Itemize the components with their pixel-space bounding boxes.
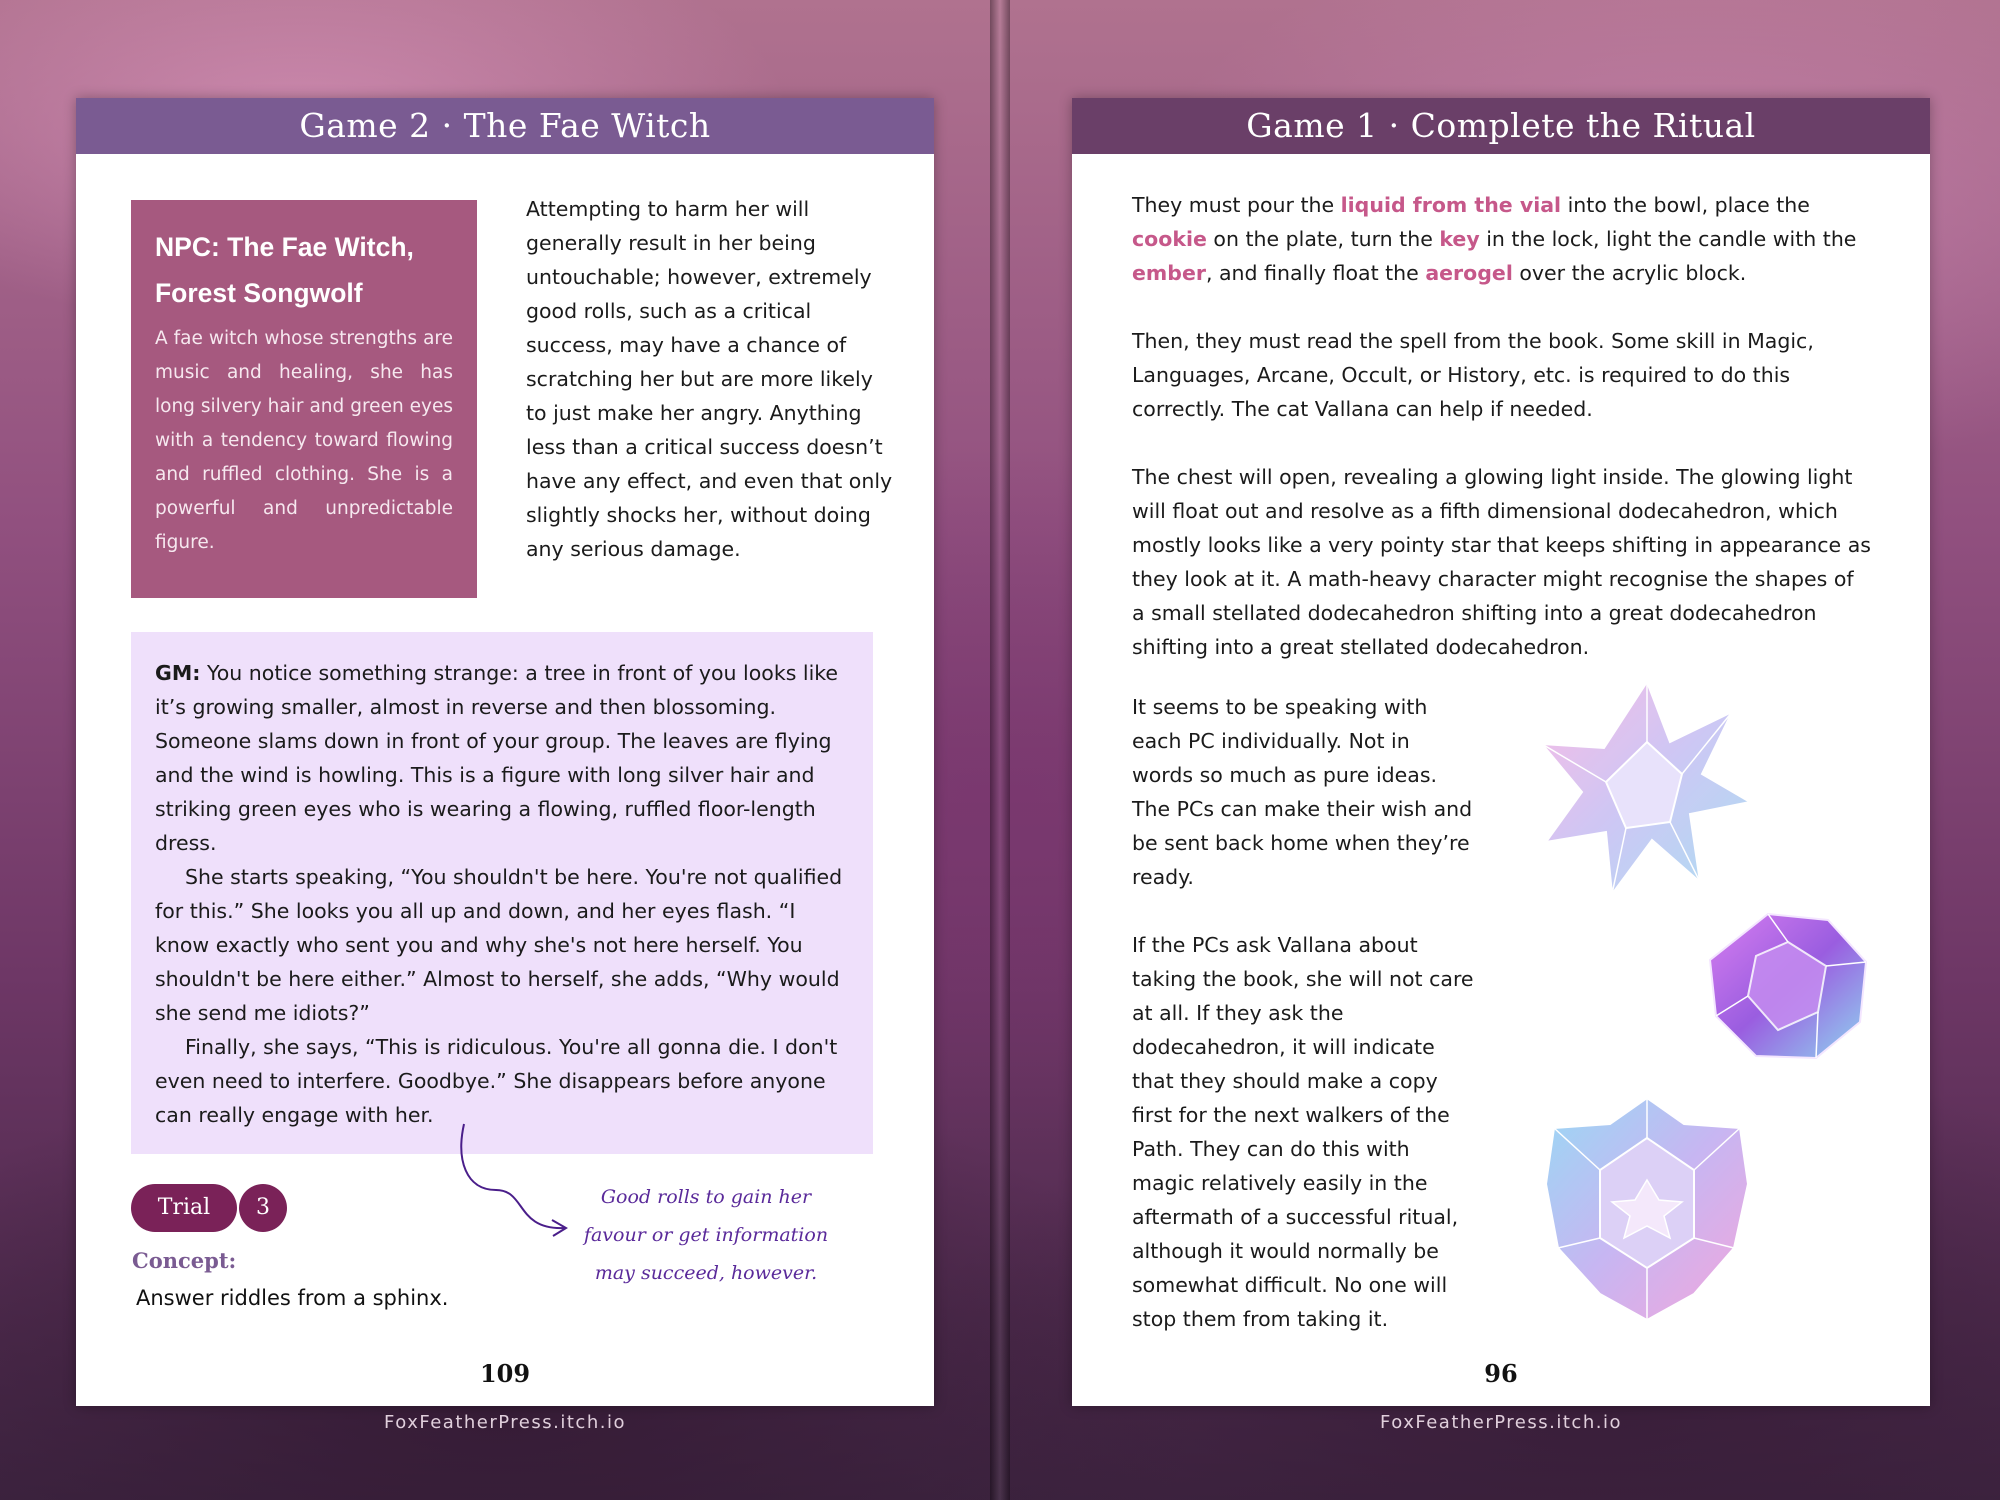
chest-paragraph: The chest will open, revealing a glowing light inside. The glowing light will float out and resolve as a fifth dimensional dodecahedron, which mostly looks like a very pointy star that keeps shifting in appearance as they look at it. A math-heavy character might recognise the shapes of a small stellated dodecahedron shifting into a great dodecahedron shifting into a great stellated dodecahedron. [1132, 465, 1871, 659]
right-page [1072, 98, 1930, 1406]
left-page [76, 98, 934, 1406]
trial-label-pill: Trial [131, 1184, 237, 1232]
harm-rules-text: Attempting to harm her will generally result in her being untouchable; however, extremely good rolls, such as a critical success, may have a chance of scratching her but are more likely to just make her angry. Anything less than a critical success doesn’t have any effect, and even that only slightly shocks her, without doing any serious damage. [526, 197, 893, 561]
ritual-text-4: in the lock, light the candle with the [1479, 227, 1857, 251]
spell-paragraph: Then, they must read the spell from the book. Some skill in Magic, Languages, Arcane, Occult, or History, etc. is required to do this correctly. The cat Vallana can help if needed. [1132, 329, 1814, 421]
small-stellated-dodecahedron-icon [1542, 682, 1752, 894]
right-page-header: Game 1 · Complete the Ritual [1072, 98, 1930, 154]
left-page-header: Game 2 · The Fae Witch [76, 98, 934, 154]
right-page-number: 96 [1484, 1359, 1518, 1388]
npc-box [131, 200, 477, 598]
concept-text: Answer riddles from a sphinx. [136, 1286, 449, 1310]
gm-text-1: You notice something strange: a tree in front of you looks like it’s growing smaller, almost in reverse and then blossoming. Someone slams down in front of your group. The leaves are flying and the wind is howling. This is a figure with long silver hair and striking green eyes who is wearing a flowing, ruffled floor-length dress. [155, 661, 839, 855]
highlight-cookie: cookie [1132, 227, 1207, 251]
right-footer-site: FoxFeatherPress.itch.io [1380, 1412, 1622, 1433]
highlight-ember: ember [1132, 261, 1206, 285]
ritual-text-2: into the bowl, place the [1561, 193, 1810, 217]
ritual-text-5: , and finally float the [1205, 261, 1426, 285]
speaking-paragraph: It seems to be speaking with each PC individually. Not in words so much as pure ideas. The PCs can make their wish and be sent back home when they’re ready. [1132, 695, 1473, 889]
book-paragraph: If the PCs ask Vallana about taking the book, she will not care at all. If they ask the dodecahedron, it will indicate that they should make a copy first for the next walkers of the Path. They can do this with magic relatively easily in the aftermath of a successful ritual, although it would normally be somewhat difficult. No one will stop them from taking it. [1132, 933, 1474, 1331]
npc-description: A fae witch whose strengths are music and healing, she has long silvery hair and green eyes with a tendency toward flowing and ruffled clothing. She is a powerful and unpredictable figure. [155, 328, 453, 553]
gm-paragraph-2: She starts speaking, “You shouldn't be here. You're not qualified for this.” She looks you all up and down, and her eyes flash. “I know exactly who sent you and why she's not here herself. You shouldn't be here either.” Almost to herself, she adds, “Why would she send me idiots?” [155, 865, 843, 1025]
ritual-text-1: They must pour the [1132, 193, 1341, 217]
npc-title-line1: NPC: The Fae Witch, [155, 232, 414, 262]
highlight-vial: liquid from the vial [1340, 193, 1562, 217]
left-page-number: 109 [479, 1359, 531, 1388]
great-stellated-dodecahedron-icon [1544, 1098, 1750, 1320]
gm-paragraph-1 [155, 656, 849, 860]
concept-label: Concept: [132, 1248, 237, 1273]
note-line-3: may succeed, however. [594, 1262, 818, 1284]
highlight-key: key [1439, 227, 1480, 251]
left-footer-site: FoxFeatherPress.itch.io [384, 1412, 626, 1433]
gm-paragraph-3: Finally, she says, “This is ridiculous. You're all gonna die. I don't even need to interfere. Goodbye.” She disappears before anyone can really engage with her. [155, 1035, 838, 1127]
npc-title [155, 224, 453, 316]
note-line-2: favour or get information [583, 1224, 829, 1246]
gm-narration-box [131, 632, 873, 1154]
ritual-steps-paragraph [1132, 188, 1872, 290]
trial-number-badge: 3 [239, 1184, 287, 1232]
gm-label: GM: [155, 661, 201, 685]
great-dodecahedron-icon [1708, 912, 1870, 1062]
ritual-text-6: over the acrylic block. [1512, 261, 1747, 285]
handwritten-note [581, 1178, 831, 1292]
note-line-1: Good rolls to gain her [600, 1186, 812, 1208]
npc-title-line2: Forest Songwolf [155, 278, 363, 308]
ritual-text-3: on the plate, turn the [1206, 227, 1440, 251]
highlight-aerogel: aerogel [1425, 261, 1513, 285]
book-spine [990, 0, 1010, 1500]
